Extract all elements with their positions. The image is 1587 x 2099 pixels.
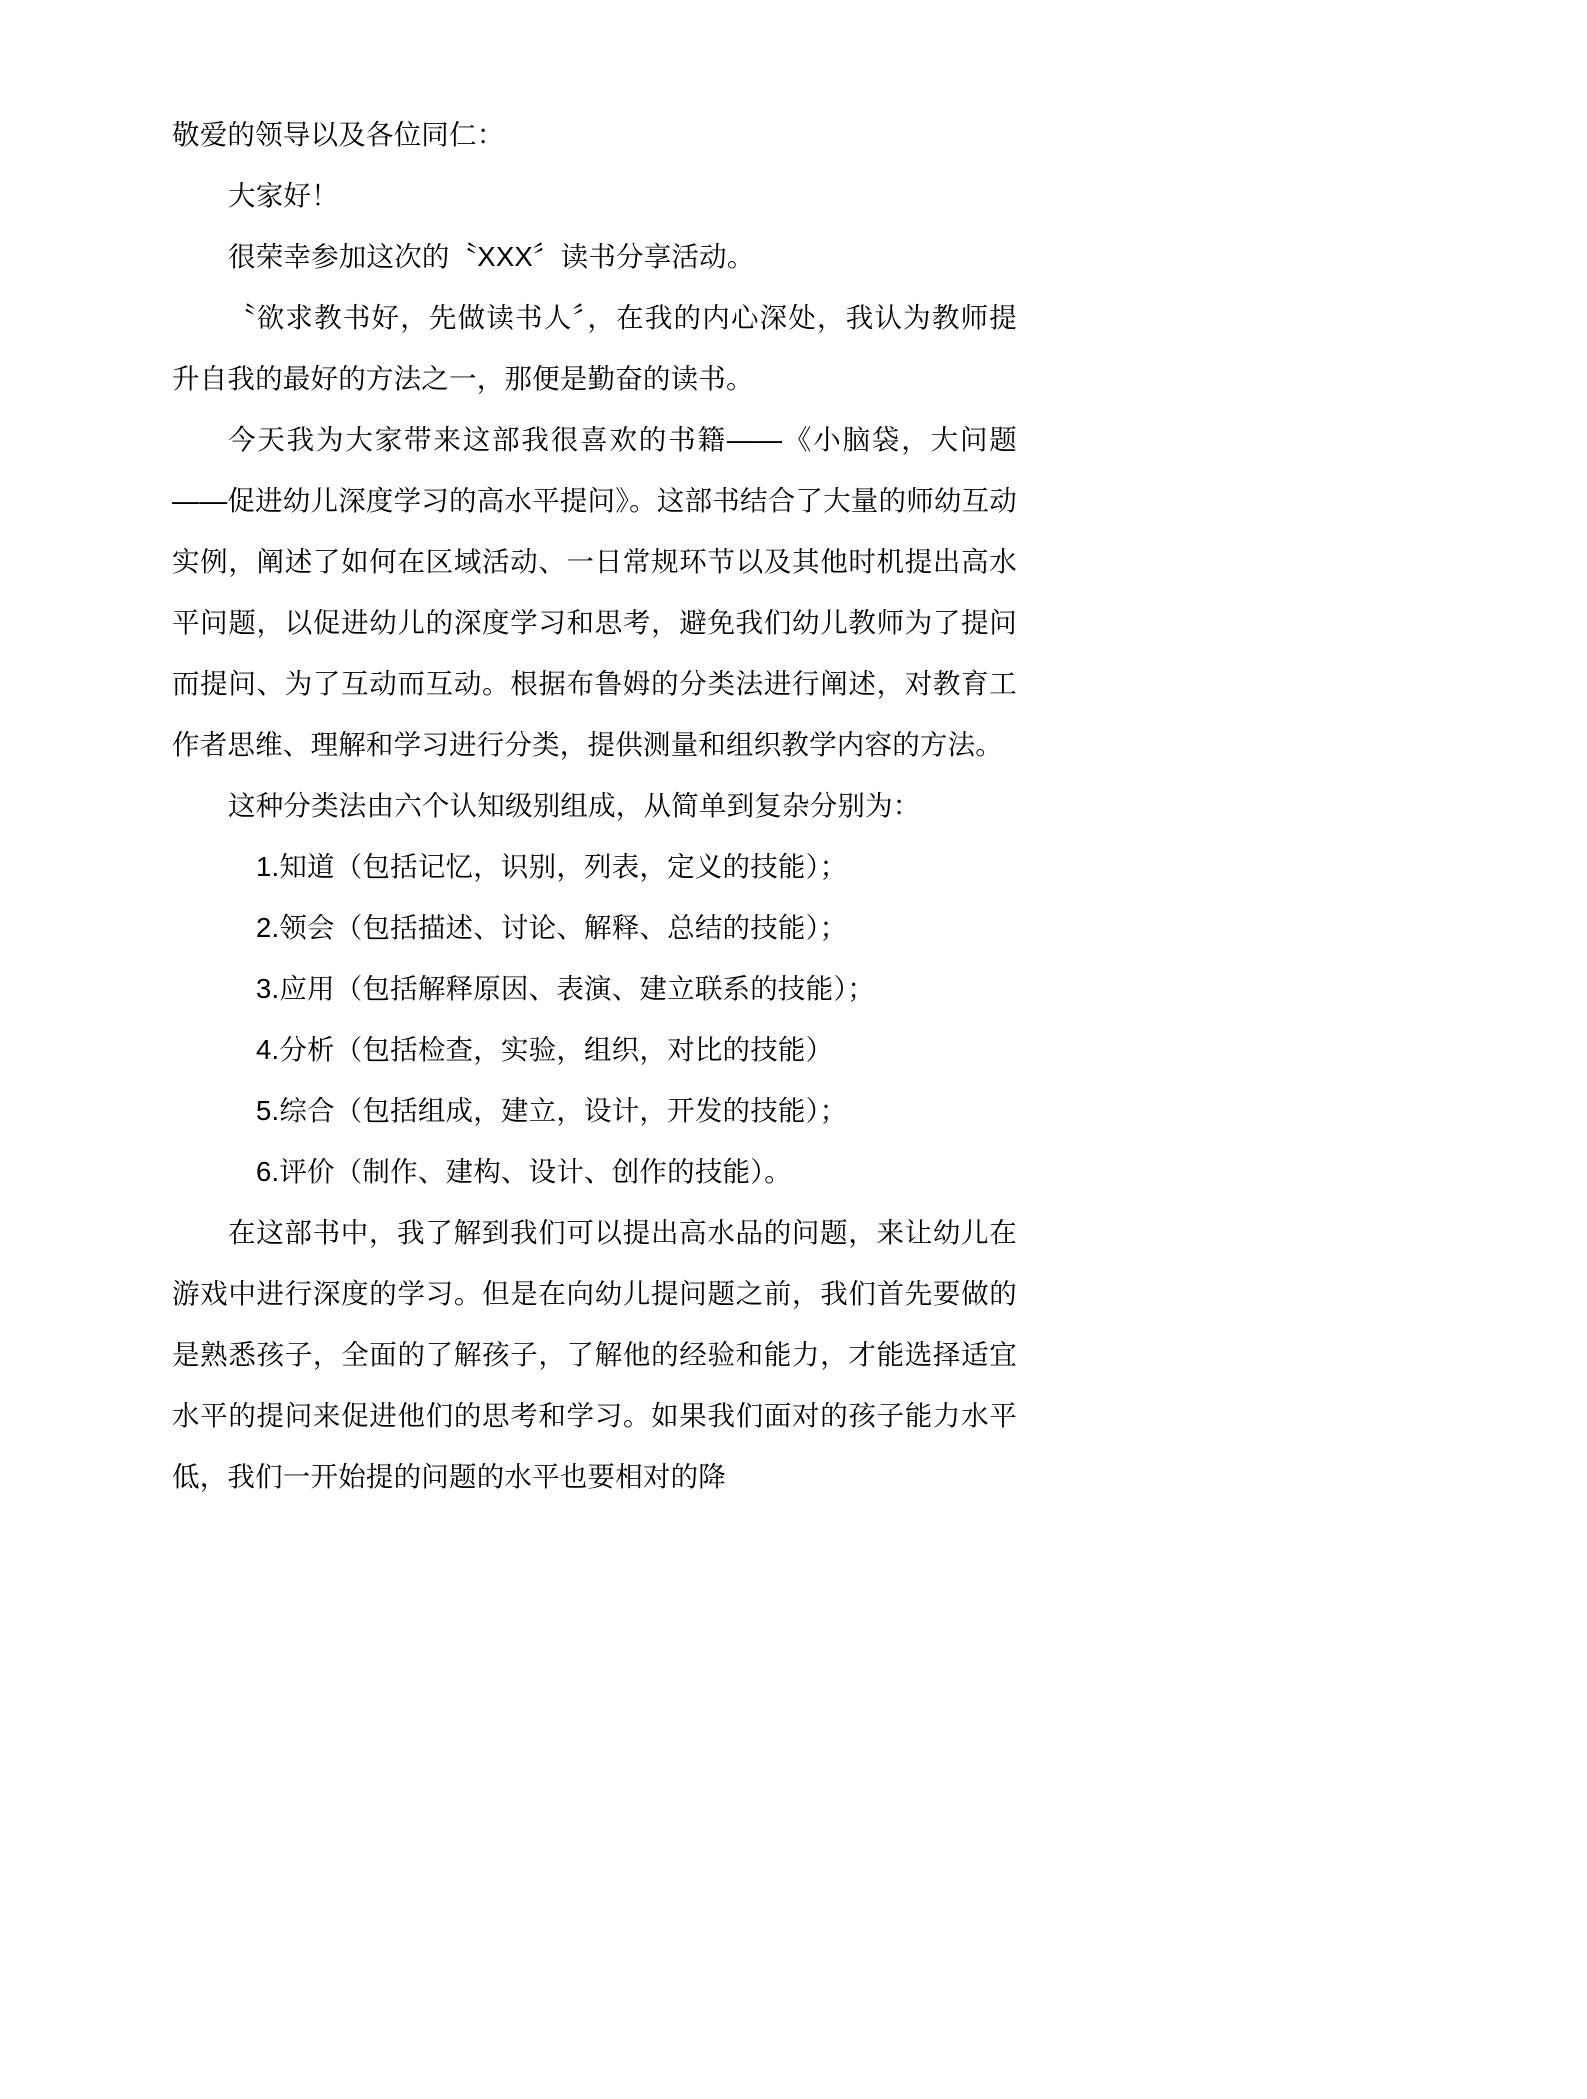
paragraph-book-introduction: 今天我为大家带来这部我很喜欢的书籍——《小脑袋，大问题——促进幼儿深度学习的高水平提问》。这部书结合了大量的师幼互动实例，阐述了如何在区域活动、一日常规环节以及其他时机提出高水平问题，以促进幼儿的深度学习和思考，避免我们幼儿教师为了提问而提问、为了互动而互动。根据布鲁姆的分类法进行阐述，对教育工作者思维、理解和学习进行分类，提供测量和组织教学内容的方法。	[172, 424, 1017, 760]
paragraph-quote-reading: 〝欲求教书好，先做读书人〞，在我的内心深处，我认为教师提升自我的最好的方法之一，那便是勤奋的读书。	[172, 302, 1017, 394]
list-item-level-3: 3.应用（包括解释原因、表演、建立联系的技能）；	[256, 973, 875, 1004]
list-item-level-4: 4.分析（包括检查，实验，组织，对比的技能）	[256, 1034, 834, 1065]
list-item-level-2: 2.领会（包括描述、讨论、解释、总结的技能）；	[256, 912, 848, 943]
paragraph-closing-reflection: 在这部书中，我了解到我们可以提出高水品的问题，来让幼儿在游戏中进行深度的学习。但是在向幼儿提问题之前，我们首先要做的是熟悉孩子，全面的了解孩子，了解他的经验和能力，才能选择适宜水平的提问来促进他们的思考和学习。如果我们面对的孩子能力水平低，我们一开始提的问题的水平也要相对的降	[172, 1217, 1017, 1492]
paragraph-greeting: 大家好！	[228, 180, 339, 211]
list-item-level-5: 5.综合（包括组成，建立，设计，开发的技能）；	[256, 1095, 848, 1126]
document-text-body	[172, 104, 1017, 1507]
paragraph-taxonomy-lead: 这种分类法由六个认知级别组成，从简单到复杂分别为：	[228, 790, 921, 821]
paragraph-intro-honored: 很荣幸参加这次的〝XXX〞读书分享活动。	[228, 241, 755, 272]
list-item-level-6: 6.评价（制作、建构、设计、创作的技能）。	[256, 1156, 792, 1187]
paragraph-salutation: 敬爱的领导以及各位同仁：	[172, 119, 505, 150]
list-item-level-1: 1.知道（包括记忆，识别，列表，定义的技能）；	[256, 851, 848, 882]
